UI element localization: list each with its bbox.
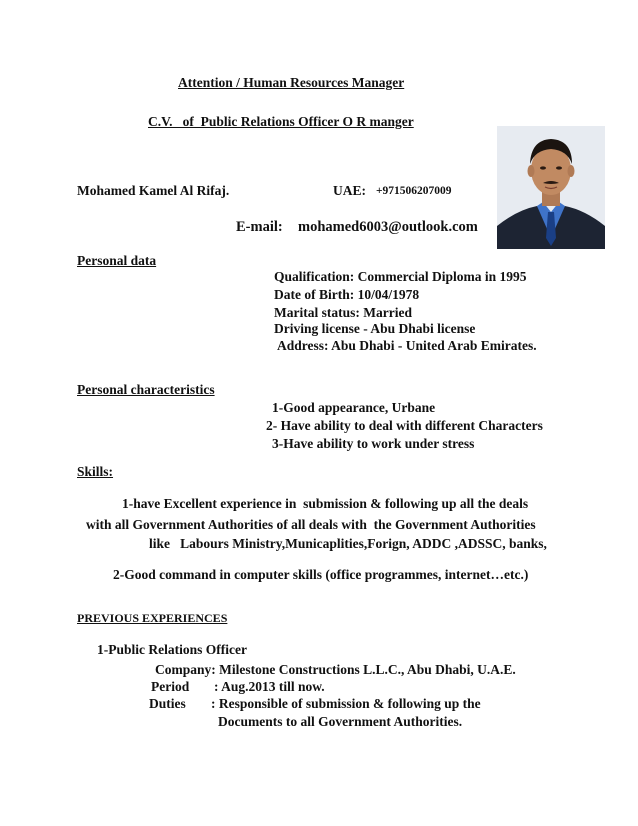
address-line: Address: Abu Dhabi - United Arab Emirates. (277, 338, 537, 353)
driving-license-line: Driving license - Abu Dhabi license (274, 321, 476, 336)
qualification-line: Qualification: Commercial Diploma in 1995 (274, 269, 527, 284)
period-value: : Aug.2013 till now. (214, 679, 325, 694)
email-label: E-mail: (236, 219, 283, 235)
skill-line: with all Government Authorities of all deals with the Government Authorities (86, 517, 536, 532)
duties-line: : Responsible of submission & following up the (211, 696, 481, 711)
marital-status-line: Marital status: Married (274, 305, 412, 320)
duties-line: Documents to all Government Authorities. (218, 714, 463, 729)
uae-label: UAE: (333, 183, 366, 198)
characteristic-item: 3-Have ability to work under stress (272, 436, 475, 451)
skill-line: 2-Good command in computer skills (office programmes, internet…etc.) (113, 567, 529, 582)
profile-photo (497, 126, 605, 249)
skills-heading: Skills: (77, 464, 114, 479)
cv-title: C.V. of Public Relations Officer O R manger (148, 114, 414, 129)
email-address: mohamed6003@outlook.com (298, 219, 478, 235)
phone-number: +971506207009 (376, 185, 452, 197)
characteristic-item: 1-Good appearance, Urbane (272, 400, 436, 415)
personal-data-heading: Personal data (77, 253, 157, 268)
date-of-birth-line: Date of Birth: 10/04/1978 (274, 287, 420, 302)
company-line: Company: Milestone Constructions L.L.C., Abu Dhabi, U.A.E. (155, 662, 516, 677)
experience-heading: PREVIOUS EXPERIENCES (77, 611, 228, 625)
period-label: Period (151, 679, 190, 694)
skill-line: like Labours Ministry,Municaplities,Forign, ADDC ,ADSSC, banks, (149, 536, 547, 551)
attention-line: Attention / Human Resources Manager (178, 75, 405, 90)
duties-label: Duties (149, 696, 186, 711)
applicant-name: Mohamed Kamel Al Rifaj. (77, 183, 230, 198)
characteristics-heading: Personal characteristics (77, 382, 215, 397)
skill-line: 1-have Excellent experience in submission & following up all the deals (122, 496, 529, 511)
characteristic-item: 2- Have ability to deal with different Characters (266, 418, 543, 433)
job-title: 1-Public Relations Officer (97, 642, 247, 657)
